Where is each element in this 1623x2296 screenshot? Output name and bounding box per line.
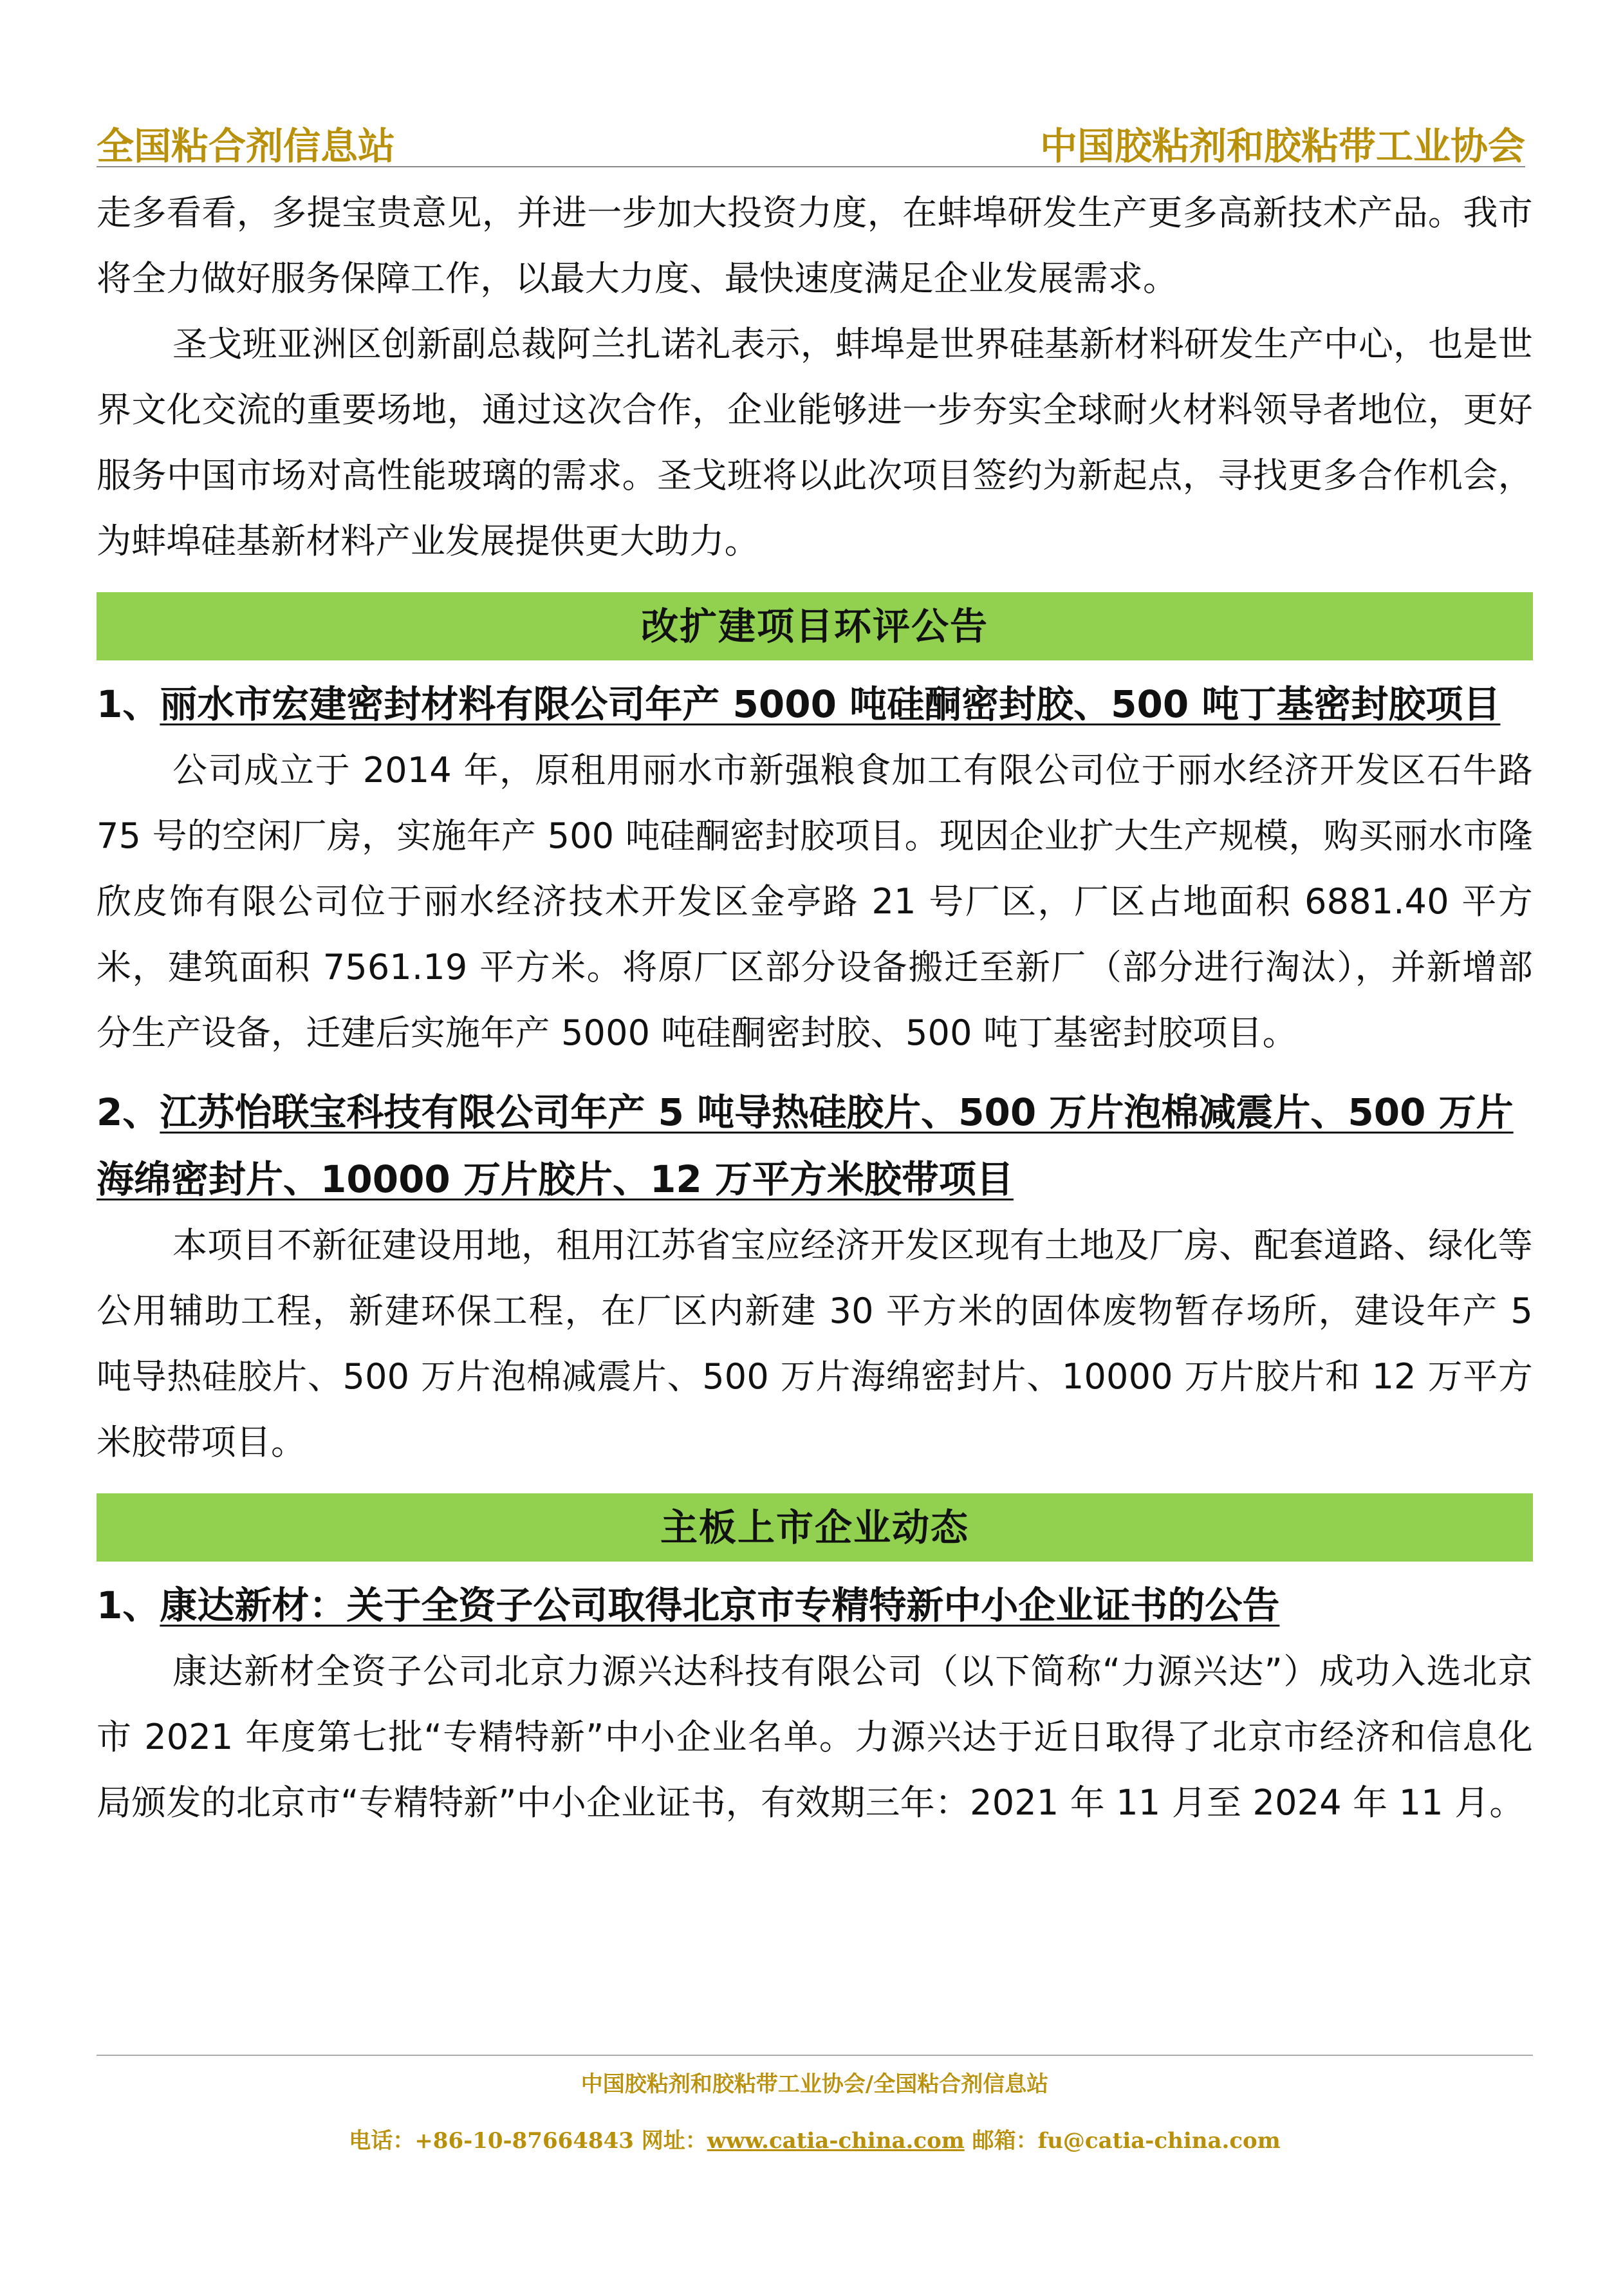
section-banner-listed: 主板上市企业动态 [97, 1493, 1533, 1562]
intro-paragraph-1: 走多看看，多提宝贵意见，并进一步加大投资力度，在蚌埠研发生产更多高新技术产品。我市将全力做好服务保障工作，以最大力度、最快速度满足企业发展需求。 [97, 192, 1533, 299]
intro-paragraph-2: 圣戈班亚洲区创新副总裁阿兰扎诺礼表示，蚌埠是世界硅基新材料研发生产中心，也是世界文化交流的重要场地，通过这次合作，企业能够进一步夯实全球耐火材料领导者地位，更好服务中国市场对高性能玻璃的需求。圣戈班将以此次项目签约为新起点，寻找更多合作机会，为蚌埠硅基新材料产业发展提供更大助力。 [97, 324, 1533, 561]
page-footer [97, 2055, 1533, 2160]
item-heading [97, 1572, 1533, 1639]
section-banner-env: 改扩建项目环评公告 [97, 592, 1533, 660]
footer-contact-line [97, 2122, 1533, 2160]
document-body [97, 180, 1533, 1836]
item-title: 康达新材：关于全资子公司取得北京市专精特新中小企业证书的公告 [160, 1583, 1280, 1627]
footer-org-line: 中国胶粘剂和胶粘带工业协会/全国粘合剂信息站 [580, 2071, 1049, 2097]
item-paragraph: 康达新材全资子公司北京力源兴达科技有限公司（以下简称“力源兴达”）成功入选北京市 2021 年度第七批“专精特新”中小企业名单。力源兴达于近日取得了北京市经济和信息化局颁发的北京市“专精特新”中小企业证书，有效期三年：2021 年 11 月至 2024 年 11 月。 [97, 1651, 1533, 1823]
item-number: 1、 [97, 1583, 160, 1627]
item-paragraph: 本项目不新征建设用地，租用江苏省宝应经济开发区现有土地及厂房、配套道路、绿化等公用辅助工程，新建环保工程，在厂区内新建 30 平方米的固体废物暂存场所，建设年产 5 吨导热硅胶片、500 万片泡棉减震片、500 万片海绵密封片、10000 万片胶片和 12 万平方米胶带项目。 [97, 1225, 1533, 1462]
item-title: 江苏怡联宝科技有限公司年产 5 吨导热硅胶片、500 万片泡棉减震片、500 万片海绵密封片、10000 万片胶片、12 万平方米胶带项目 [97, 1090, 1514, 1201]
page-header [97, 115, 1525, 167]
item-number: 2、 [97, 1090, 160, 1134]
header-right-title: 中国胶粘剂和胶粘带工业协会 [1039, 124, 1525, 168]
header-left-title: 全国粘合剂信息站 [97, 124, 396, 168]
item-title: 丽水市宏建密封材料有限公司年产 5000 吨硅酮密封胶、500 吨丁基密封胶项目 [160, 682, 1501, 726]
item-heading [97, 671, 1533, 738]
item-paragraph: 公司成立于 2014 年，原租用丽水市新强粮食加工有限公司位于丽水经济开发区石牛路 75 号的空闲厂房，实施年产 500 吨硅酮密封胶项目。现因企业扩大生产规模，购买丽水市隆欣皮饰有限公司位于丽水经济技术开发区金亭路 21 号厂区，厂区占地面积 6881.40 平方米，建筑面积 7561.19 平方米。将原厂区部分设备搬迁至新厂（部分进行淘汰），并新增部分生产设备，迁建后实施年产 5000 吨硅酮密封胶、500 吨丁基密封胶项目。 [97, 750, 1533, 1053]
footer-phone: 电话：+86-10-87664843 网址： [349, 2128, 707, 2154]
item-number: 1、 [97, 682, 160, 726]
item-heading [97, 1079, 1533, 1213]
footer-website-link[interactable]: www.catia-china.com [707, 2128, 965, 2154]
footer-email: 邮箱：fu@catia-china.com [964, 2128, 1281, 2154]
